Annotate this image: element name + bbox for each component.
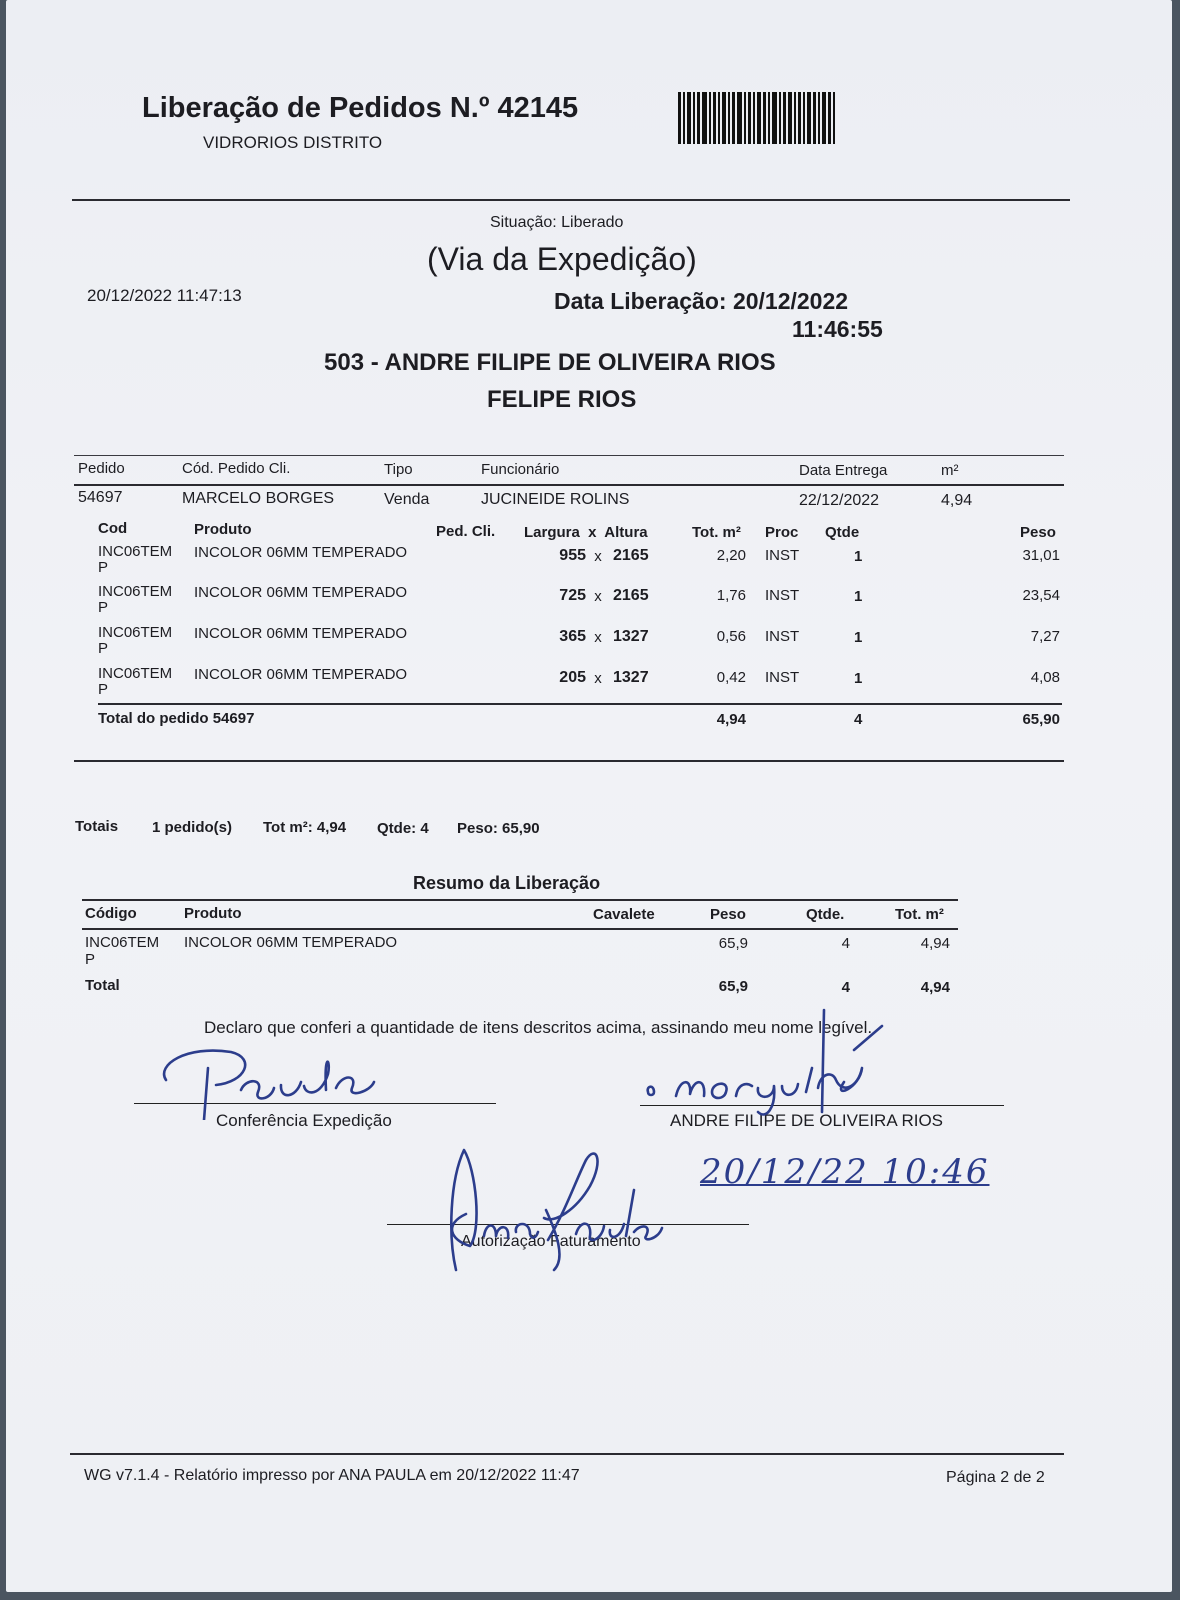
resumo-row-cod-suffix: P	[85, 951, 96, 968]
order-m2: 4,94	[941, 492, 973, 509]
via-label: (Via da Expedição)	[427, 241, 697, 277]
item-header-qtde: Qtde	[825, 524, 860, 541]
item-cod-suffix: P	[98, 559, 109, 576]
declaration-text: Declaro que conferi a quantidade de itens descritos acima, assinando meu nome legível.	[204, 1018, 873, 1037]
order-total-peso: 65,90	[1022, 711, 1060, 728]
totais-tot-m2: Tot m²: 4,94	[263, 819, 347, 836]
handwritten-date: 20/12/22 10:46	[700, 1152, 990, 1192]
resumo-total-qtde: 4	[841, 979, 850, 996]
item-produto: INCOLOR 06MM TEMPERADO	[194, 584, 408, 601]
signature-label-autorizacao: Autorização Faturamento	[461, 1233, 641, 1250]
item-peso: 4,08	[1030, 669, 1060, 686]
item-x: x	[594, 548, 602, 565]
order-data-entrega: 22/12/2022	[799, 492, 880, 509]
item-proc: INST	[765, 669, 800, 686]
item-largura: 205	[559, 669, 586, 686]
resumo-row-cod: INC06TEM	[85, 934, 160, 951]
item-header-cod: Cod	[98, 520, 128, 537]
item-cod-suffix: P	[98, 681, 109, 698]
signature-paulo	[146, 1030, 426, 1120]
order-cod-pedido-cli: MARCELO BORGES	[182, 490, 335, 507]
item-qtde: 1	[854, 629, 863, 646]
resumo-header-peso: Peso	[710, 906, 746, 923]
resumo-header-produto: Produto	[184, 905, 242, 922]
item-cod: INC06TEM	[98, 665, 173, 682]
resumo-total-label: Total	[85, 977, 120, 994]
totais-label: Totais	[75, 818, 119, 835]
document-sheet	[6, 0, 1172, 1592]
resumo-total-peso: 65,9	[718, 978, 748, 995]
footer-page-number: Página 2 de 2	[946, 1469, 1045, 1486]
item-largura: 725	[559, 587, 586, 604]
item-x: x	[594, 588, 602, 605]
resumo-header-rule	[82, 928, 958, 930]
item-header-largura-altura: Largura x Altura	[524, 524, 648, 541]
resumo-row-produto: INCOLOR 06MM TEMPERADO	[184, 934, 398, 951]
item-qtde: 1	[854, 670, 863, 687]
col-header-cod-pedido-cli: Cód. Pedido Cli.	[182, 460, 291, 477]
item-header-peso: Peso	[1020, 524, 1056, 541]
company-name: VIDRORIOS DISTRITO	[203, 133, 383, 152]
footer-rule	[70, 1453, 1064, 1455]
item-cod: INC06TEM	[98, 543, 173, 560]
col-header-data-entrega: Data Entrega	[799, 462, 888, 479]
order-funcionario: JUCINEIDE ROLINS	[481, 491, 630, 508]
item-largura: 365	[559, 628, 586, 645]
header-divider	[72, 199, 1070, 201]
item-proc: INST	[765, 628, 800, 645]
resumo-row-peso: 65,9	[718, 935, 748, 952]
report-title: Liberação de Pedidos N.º 42145	[142, 92, 579, 124]
item-altura: 1327	[613, 669, 649, 686]
item-cod-suffix: P	[98, 599, 109, 616]
footer-printed-by: WG v7.1.4 - Relatório impresso por ANA PAULA em 20/12/2022 11:47	[84, 1467, 580, 1484]
situacao-label: Situação: Liberado	[490, 214, 624, 231]
item-altura: 2165	[613, 587, 649, 604]
item-tot-m2: 1,76	[716, 587, 746, 604]
data-liberacao-label: Data Liberação: 20/12/2022	[554, 288, 849, 314]
totais-qtde: Qtde: 4	[377, 820, 429, 837]
totais-pedidos: 1 pedido(s)	[152, 819, 233, 836]
item-cod: INC06TEM	[98, 583, 173, 600]
item-peso: 31,01	[1022, 547, 1060, 564]
client-nickname: FELIPE RIOS	[487, 386, 637, 413]
item-header-produto: Produto	[194, 521, 252, 538]
print-datetime: 20/12/2022 11:47:13	[87, 286, 242, 305]
col-header-tipo: Tipo	[384, 461, 413, 478]
item-proc: INST	[765, 587, 800, 604]
item-produto: INCOLOR 06MM TEMPERADO	[194, 625, 408, 642]
item-header-ped-cli: Ped. Cli.	[436, 523, 496, 540]
item-tot-m2: 0,42	[716, 669, 746, 686]
order-total-label: Total do pedido 54697	[98, 710, 255, 727]
client-name: 503 - ANDRE FILIPE DE OLIVEIRA RIOS	[324, 349, 776, 376]
resumo-title: Resumo da Liberação	[413, 873, 601, 893]
item-qtde: 1	[854, 588, 863, 605]
order-total-qtde: 4	[854, 711, 863, 728]
resumo-row-tot-m2: 4,94	[920, 935, 950, 952]
item-cod: INC06TEM	[98, 624, 173, 641]
item-cod-suffix: P	[98, 640, 109, 657]
signature-ana-paula	[426, 1140, 686, 1280]
order-total-rule	[98, 703, 1062, 705]
signature-andre	[636, 1008, 906, 1118]
signature-label-cliente: ANDRE FILIPE DE OLIVEIRA RIOS	[670, 1111, 944, 1130]
order-table-top-rule	[74, 455, 1064, 456]
barcode-icon	[678, 92, 856, 144]
item-produto: INCOLOR 06MM TEMPERADO	[194, 666, 408, 683]
item-x: x	[594, 670, 602, 687]
totais-peso: Peso: 65,90	[457, 820, 540, 837]
data-liberacao-time: 11:46:55	[792, 316, 883, 342]
order-pedido: 54697	[78, 489, 123, 506]
item-tot-m2: 2,20	[716, 547, 746, 564]
resumo-header-cavalete: Cavalete	[593, 906, 655, 923]
order-header-rule	[74, 484, 1064, 486]
resumo-top-rule	[82, 899, 958, 901]
col-header-pedido: Pedido	[78, 460, 125, 477]
item-largura: 955	[559, 547, 586, 564]
item-header-proc: Proc	[765, 524, 799, 541]
item-tot-m2: 0,56	[716, 628, 746, 645]
item-produto: INCOLOR 06MM TEMPERADO	[194, 544, 408, 561]
item-peso: 23,54	[1022, 587, 1060, 604]
item-peso: 7,27	[1030, 628, 1060, 645]
signature-label-conferencia: Conferência Expedição	[216, 1111, 392, 1130]
col-header-m2: m²	[941, 462, 959, 479]
item-altura: 1327	[613, 628, 649, 645]
item-header-tot-m2: Tot. m²	[692, 524, 741, 541]
item-proc: INST	[765, 547, 800, 564]
resumo-header-codigo: Código	[85, 905, 137, 922]
resumo-total-tot-m2: 4,94	[920, 979, 950, 996]
order-table-bottom-rule	[74, 760, 1064, 762]
item-x: x	[594, 629, 602, 646]
resumo-row-qtde: 4	[841, 935, 850, 952]
item-altura: 2165	[613, 547, 649, 564]
order-tipo: Venda	[384, 491, 430, 508]
col-header-funcionario: Funcionário	[481, 461, 560, 478]
resumo-header-tot-m2: Tot. m²	[895, 906, 944, 923]
order-total-m2: 4,94	[716, 711, 746, 728]
resumo-header-qtde: Qtde.	[806, 906, 845, 923]
item-qtde: 1	[854, 548, 863, 565]
